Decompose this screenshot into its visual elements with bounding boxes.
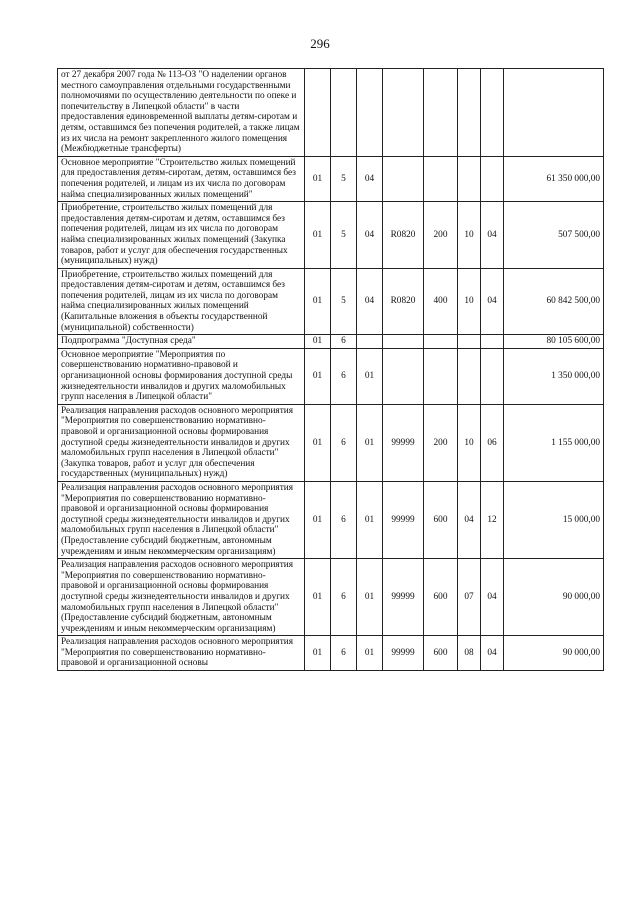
table-row [58,156,604,201]
program-code: 01 [305,404,331,481]
table-row [58,268,604,335]
activity-code [357,335,383,349]
subsection-code [481,348,504,404]
program-code: 01 [305,348,331,404]
direction-code: 99999 [383,404,424,481]
expense-type-code [424,335,458,349]
subsection-code: 04 [481,268,504,335]
row-name: Подпрограмма "Доступная среда" [58,335,305,349]
amount: 90 000,00 [504,559,604,636]
subsection-code: 12 [481,481,504,558]
activity-code: 01 [357,404,383,481]
subsection-code [481,156,504,201]
subprogram-code: 5 [331,202,357,269]
section-code: 10 [458,202,481,269]
amount: 80 105 600,00 [504,335,604,349]
expense-type-code: 200 [424,404,458,481]
expense-type-code: 400 [424,268,458,335]
subprogram-code: 6 [331,559,357,636]
table-row [58,559,604,636]
program-code: 01 [305,481,331,558]
expense-type-code: 600 [424,636,458,671]
expense-type-code: 600 [424,559,458,636]
activity-code: 01 [357,559,383,636]
subsection-code: 06 [481,404,504,481]
direction-code: 99999 [383,481,424,558]
program-code [305,69,331,157]
section-code: 07 [458,559,481,636]
row-name: Реализация направления расходов основного мероприятия "Мероприятия по совершенствованию нормативно-правовой и организационной основы формирования доступной среды жизнедеятельности инвалидов и других маломобильных групп населения в Липецкой области" (Закупка товаров, работ и услуг для обеспечения государственных (муниципальных) нужд) [58,404,305,481]
section-code: 08 [458,636,481,671]
table-row [58,69,604,157]
expense-type-code [424,156,458,201]
direction-code [383,348,424,404]
program-code: 01 [305,268,331,335]
table-row [58,404,604,481]
activity-code: 01 [357,481,383,558]
subprogram-code: 6 [331,404,357,481]
subprogram-code: 6 [331,335,357,349]
expense-type-code [424,69,458,157]
activity-code: 01 [357,636,383,671]
amount [504,69,604,157]
section-code: 04 [458,481,481,558]
direction-code: R0820 [383,202,424,269]
subprogram-code: 6 [331,636,357,671]
row-name: Реализация направления расходов основного мероприятия "Мероприятия по совершенствованию нормативно-правовой и организационной основы формирования доступной среды жизнедеятельности инвалидов и других маломобильных групп населения в Липецкой области" (Предоставление субсидий бюджетным, автономным учреждениям и иным некоммерческим организациям) [58,559,305,636]
program-code: 01 [305,636,331,671]
subprogram-code: 6 [331,348,357,404]
table-row [58,348,604,404]
amount: 60 842 500,00 [504,268,604,335]
expense-type-code [424,348,458,404]
table-row [58,636,604,671]
subprogram-code: 5 [331,156,357,201]
activity-code: 04 [357,202,383,269]
program-code: 01 [305,559,331,636]
page-number: 296 [310,36,330,51]
amount: 1 155 000,00 [504,404,604,481]
subsection-code [481,69,504,157]
direction-code: 99999 [383,636,424,671]
row-name: Приобретение, строительство жилых помещений для предоставления детям-сиротам и детям, оставшимся без попечения родителей, лицам из их числа по договорам найма специализированных жилых помещений (Закупка товаров, работ и услуг для обеспечения государственных (муниципальных) нужд) [58,202,305,269]
subprogram-code: 5 [331,268,357,335]
section-code [458,156,481,201]
subsection-code: 04 [481,559,504,636]
activity-code: 04 [357,268,383,335]
subprogram-code: 6 [331,481,357,558]
budget-table [57,68,604,671]
direction-code: 99999 [383,559,424,636]
section-code: 10 [458,404,481,481]
subsection-code: 04 [481,202,504,269]
row-name: Основное мероприятие "Строительство жилых помещений для предоставления детям-сиротам, детям, оставшимся без попечения родителей, и лицам из их числа по договорам найма специализированных жилых помещений" [58,156,305,201]
amount: 15 000,00 [504,481,604,558]
amount: 90 000,00 [504,636,604,671]
direction-code: R0820 [383,268,424,335]
section-code [458,348,481,404]
amount: 61 350 000,00 [504,156,604,201]
subprogram-code [331,69,357,157]
row-name: от 27 декабря 2007 года № 113-ОЗ "О наделении органов местного самоуправления отдельными государственными полномочиями по осуществлению деятельности по опеке и попечительству в Липецкой области" в части предоставления единовременной выплаты детям-сиротам и детям, оставшимся без попечения родителей, а также лицам из их числа на ремонт закрепленного жилого помещения (Межбюджетные трансферты) [58,69,305,157]
table-row [58,335,604,349]
activity-code: 01 [357,348,383,404]
expense-type-code: 600 [424,481,458,558]
program-code: 01 [305,202,331,269]
row-name: Приобретение, строительство жилых помещений для предоставления детям-сиротам и детям, оставшимся без попечения родителей, лицам из их числа по договорам найма специализированных жилых помещений (Капитальные вложения в объекты государственной (муниципальной) собственности) [58,268,305,335]
subsection-code [481,335,504,349]
row-name: Реализация направления расходов основного мероприятия "Мероприятия по совершенствованию нормативно-правовой и организационной основы формирования доступной среды жизнедеятельности инвалидов и других маломобильных групп населения в Липецкой области" (Предоставление субсидий бюджетным, автономным учреждениям и иным некоммерческим организациям) [58,481,305,558]
row-name: Основное мероприятие "Мероприятия по совершенствованию нормативно-правовой и организационной основы формирования доступной среды жизнедеятельности инвалидов и других маломобильных групп населения в Липецкой области" [58,348,305,404]
section-code [458,335,481,349]
program-code: 01 [305,156,331,201]
activity-code: 04 [357,156,383,201]
subsection-code: 04 [481,636,504,671]
section-code [458,69,481,157]
activity-code [357,69,383,157]
amount: 1 350 000,00 [504,348,604,404]
row-name: Реализация направления расходов основного мероприятия "Мероприятия по совершенствованию нормативно-правовой и организационной основы [58,636,305,671]
direction-code [383,156,424,201]
section-code: 10 [458,268,481,335]
amount: 507 500,00 [504,202,604,269]
expense-type-code: 200 [424,202,458,269]
program-code: 01 [305,335,331,349]
table-row [58,202,604,269]
table-row [58,481,604,558]
direction-code [383,335,424,349]
direction-code [383,69,424,157]
